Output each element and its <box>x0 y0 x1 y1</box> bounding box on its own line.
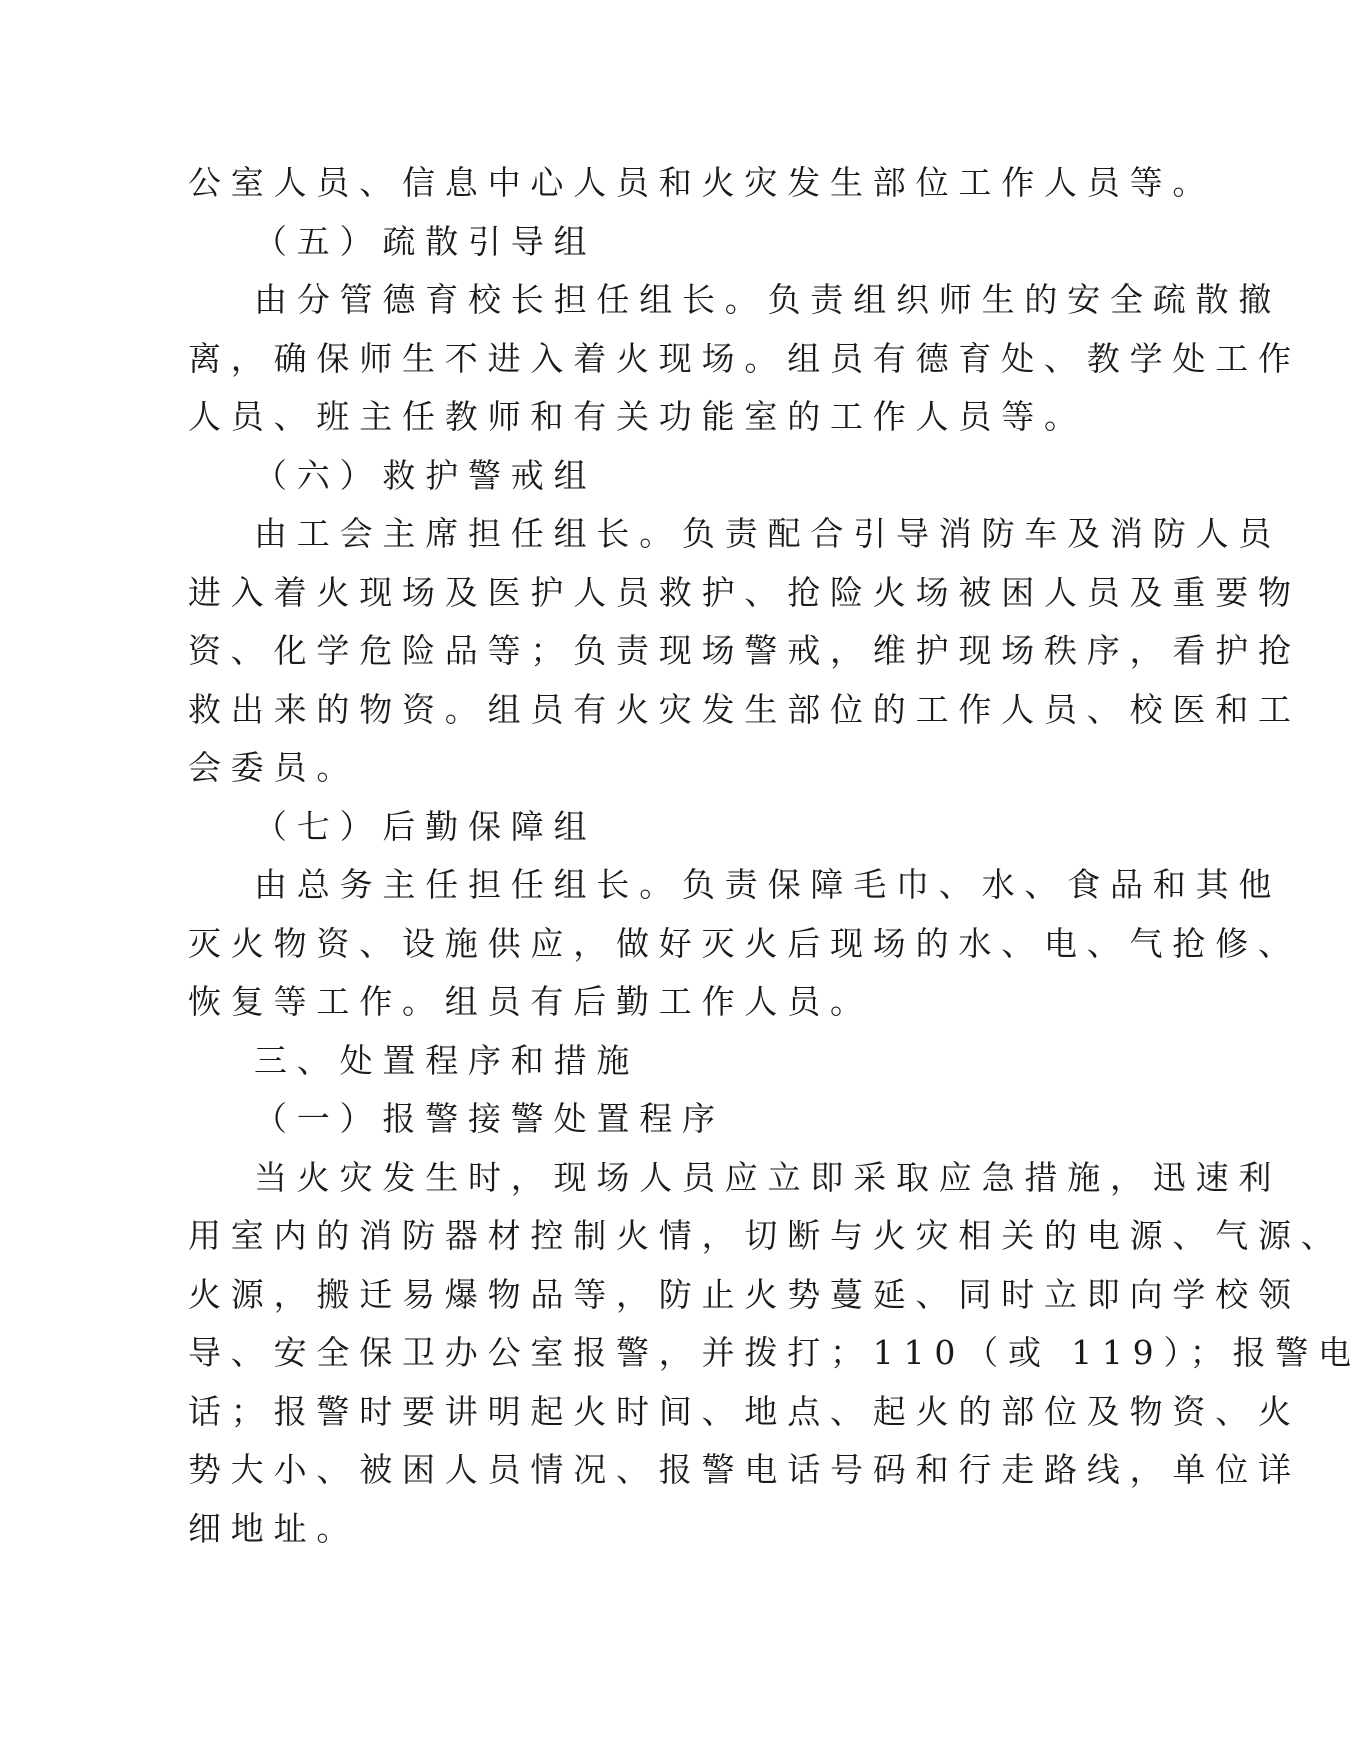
section-heading: （六）救护警戒组 <box>254 455 597 495</box>
text-line: 会委员。 <box>188 748 360 787</box>
paragraph-start-line: 当火灾发生时，现场人员应立即采取应急措施，迅速利 <box>254 1157 1282 1197</box>
text-line: 资、化学危险品等；负责现场警戒，维护现场秩序，看护抢 <box>188 631 1301 670</box>
text-line: 用室内的消防器材控制火情，切断与火灾相关的电源、气源、 <box>188 1216 1344 1255</box>
chapter-heading: 三、处置程序和措施 <box>254 1040 640 1080</box>
text-line: 恢复等工作。组员有后勤工作人员。 <box>188 982 873 1021</box>
document-body <box>188 154 1361 1558</box>
text-line: 火源，搬迁易爆物品等，防止火势蔓延、同时立即向学校领 <box>188 1274 1301 1314</box>
section-heading: （一）报警接警处置程序 <box>254 1099 725 1138</box>
section-heading: （七）后勤保障组 <box>254 806 597 846</box>
text-line: 细地址。 <box>188 1508 360 1548</box>
text-line: 人员、班主任教师和有关功能室的工作人员等。 <box>188 397 1087 436</box>
paragraph-start-line: 由分管德育校长担任组长。负责组织师生的安全疏散撤 <box>254 280 1282 319</box>
text-line: 公室人员、信息中心人员和火灾发生部位工作人员等。 <box>188 163 1216 202</box>
text-line: 救出来的物资。组员有火灾发生部位的工作人员、校医和工 <box>188 689 1301 729</box>
text-line: 离，确保师生不进入着火现场。组员有德育处、教学处工作 <box>188 338 1301 378</box>
section-heading: （五）疏散引导组 <box>254 221 597 261</box>
paragraph-start-line: 由工会主席担任组长。负责配合引导消防车及消防人员 <box>254 514 1282 553</box>
text-line: 导、安全保卫办公室报警，并拨打；110（或 119）；报警电 <box>188 1333 1361 1372</box>
text-line: 势大小、被困人员情况、报警电话号码和行走路线，单位详 <box>188 1450 1301 1489</box>
paragraph-start-line: 由总务主任担任组长。负责保障毛巾、水、食品和其他 <box>254 865 1282 904</box>
text-line: 话；报警时要讲明起火时间、地点、起火的部位及物资、火 <box>188 1391 1301 1431</box>
text-line: 灭火物资、设施供应，做好灭火后现场的水、电、气抢修、 <box>188 923 1301 963</box>
text-line: 进入着火现场及医护人员救护、抢险火场被困人员及重要物 <box>188 572 1301 612</box>
